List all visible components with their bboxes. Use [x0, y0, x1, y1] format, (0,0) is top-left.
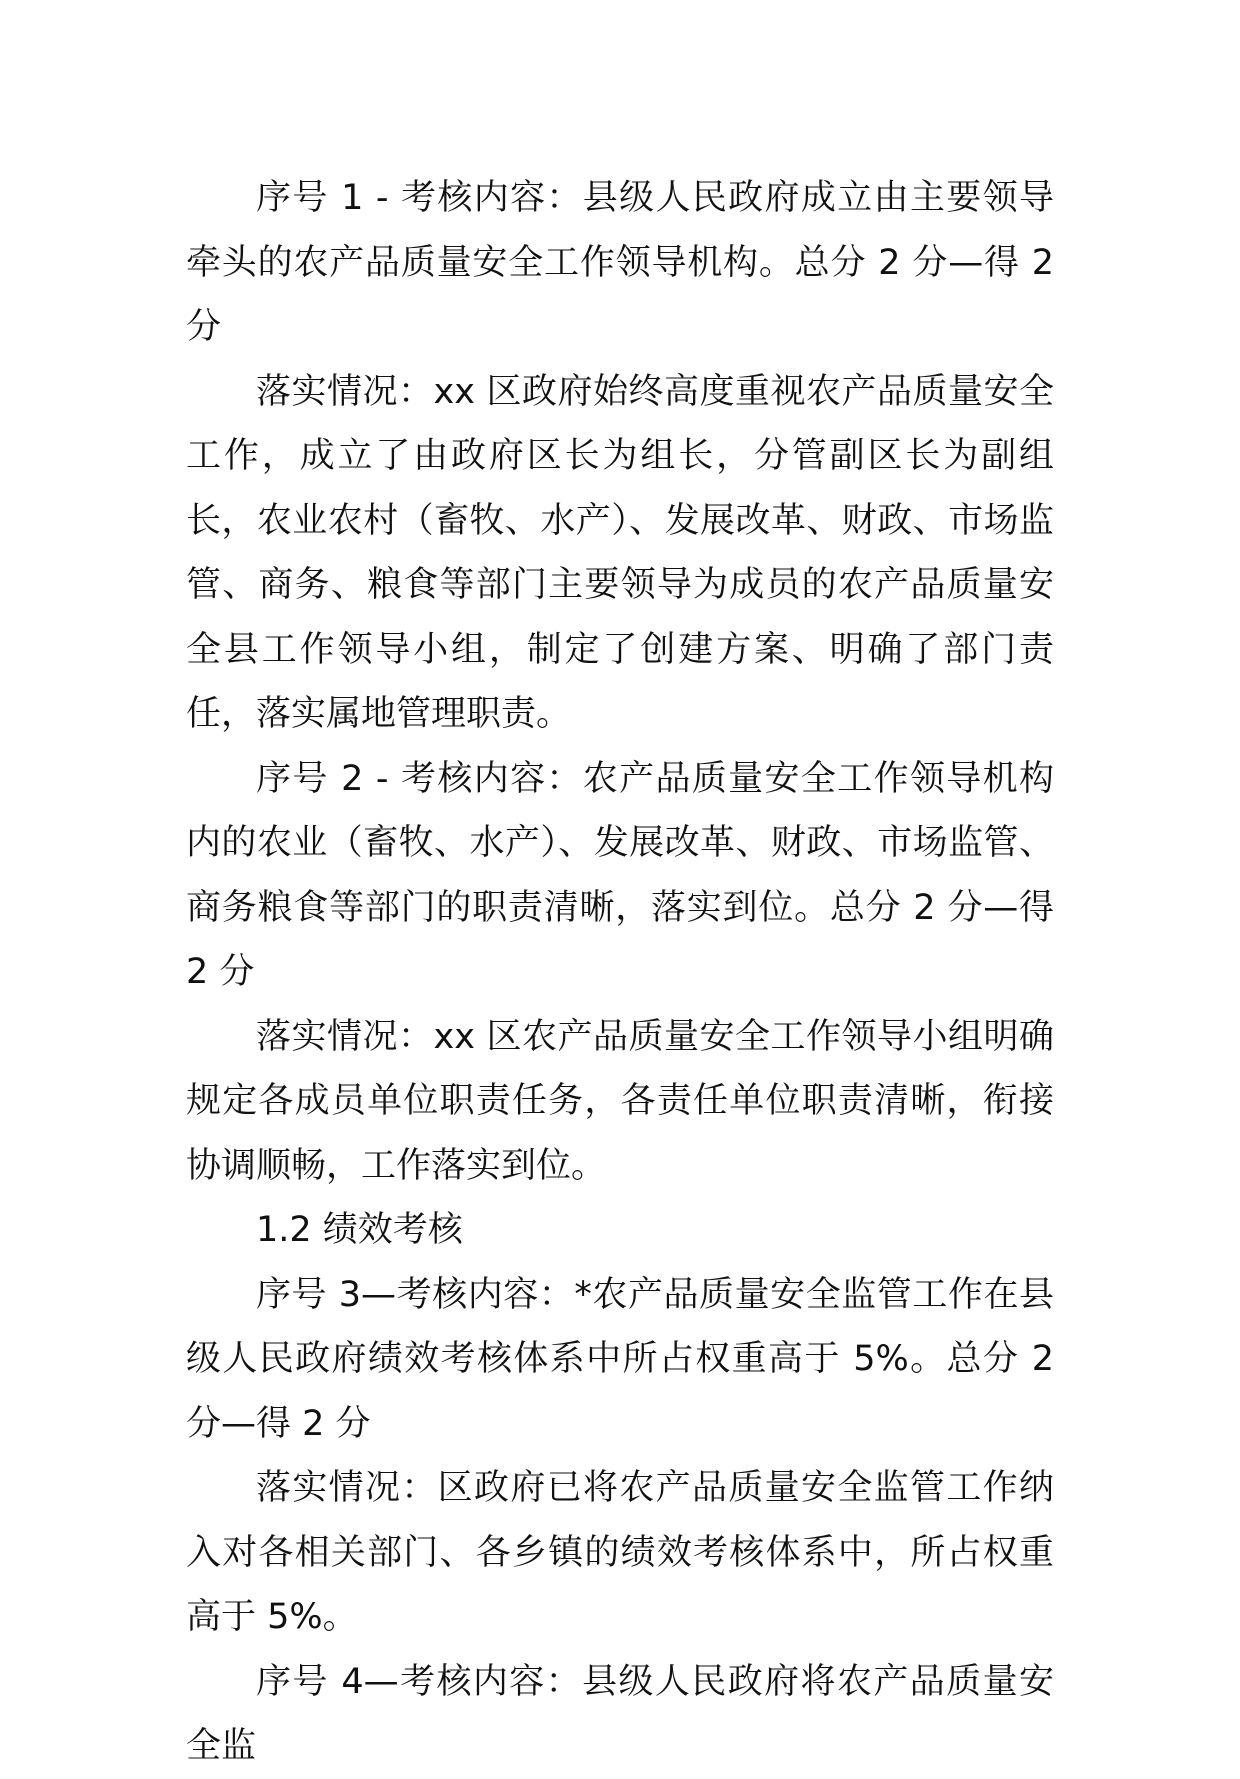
item-1-implementation: 落实情况：xx 区政府始终高度重视农产品质量安全工作，成立了由政府区长为组长，分管副区长为副组长，农业农村（畜牧、水产）、发展改革、财政、市场监管、商务、粮食等部门主要领导为成员的农产品质量安全县工作领导小组，制定了创建方案、明确了部门责任，落实属地管理职责。 — [186, 371, 1054, 734]
section-heading: 1.2 绩效考核 — [256, 1210, 463, 1250]
item-3-implementation: 落实情况：区政府已将农产品质量安全监管工作纳入对各相关部门、各乡镇的绩效考核体系中，所占权重高于 5%。 — [186, 1468, 1054, 1637]
item-3-requirement: 序号 3—考核内容：*农产品质量安全监管工作在县级人民政府绩效考核体系中所占权重高于 5%。总分 2 分—得 2 分 — [186, 1274, 1054, 1444]
document-body — [186, 166, 1054, 1779]
item-2-requirement: 序号 2 - 考核内容：农产品质量安全工作领导机构内的农业（畜牧、水产）、发展改革、财政、市场监管、商务粮食等部门的职责清晰，落实到位。总分 2 分—得 2 分 — [186, 758, 1054, 992]
item-4-requirement: 序号 4—考核内容：县级人民政府将农产品质量安全监 — [186, 1661, 1054, 1766]
item-2-implementation: 落实情况：xx 区农产品质量安全工作领导小组明确规定各成员单位职责任务，各责任单位职责清晰，衔接协调顺畅，工作落实到位。 — [186, 1016, 1054, 1186]
item-1-requirement: 序号 1 - 考核内容：县级人民政府成立由主要领导牵头的农产品质量安全工作领导机构。总分 2 分—得 2 分 — [186, 178, 1054, 347]
